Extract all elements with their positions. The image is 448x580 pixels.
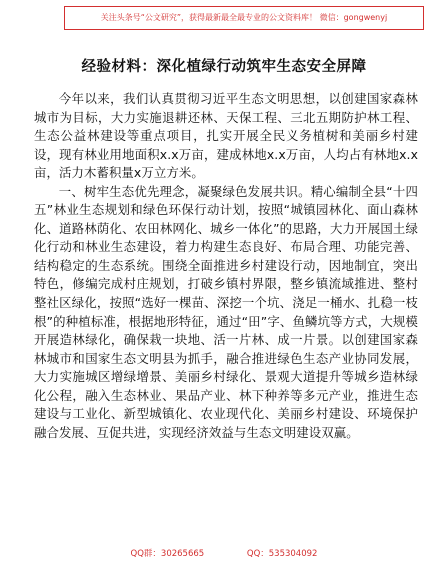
- footer-qq: QQ：535304092: [246, 549, 318, 559]
- page-footer: [0, 547, 448, 559]
- footer-qq-group: QQ群：30265665: [130, 549, 205, 559]
- paragraph-section-1: 一、树牢生态优先理念，凝聚绿色发展共识。精心编制全县“十四五”林业生态规划和绿色环保行动计划，按照“城镇园林化、面山森林化、道路林荫化、农田林网化、城乡一体化”的思路，大力开展国土绿化行动和林业生态建设，着力构建生态良好、布局合理、功能完善、结构稳定的生态系统。围绕全面推进乡村建设行动，因地制宜，突出特色，修编完成村庄规划，打破乡镇村界限，整乡镇流域推进、整村整社区绿化，按照“选好一棵苗、深挖一个坑、浇足一桶水、扎稳一枝根”的种植标准，根据地形特征，通过“田”字、鱼鳞坑等方式，大规模开展造林绿化，确保栽一块地、活一片林、成一片景。以创建国家森林城市和国家生态文明县为抓手，融合推进绿色生态产业协同发展，大力实施城区增绿增景、美丽乡村绿化、景观大道提升等城乡造林绿化公程，融入生态林业、果品产业、林下种养等多元产业，推进生态建设与工业化、新型城镇化、农业现代化、美丽乡村建设、环境保护融合发展、互促共进，实现经济效益与生态文明建设双赢。: [34, 183, 418, 440]
- document-body: [34, 90, 418, 442]
- document-title: 经验材料：深化植绿行动筑牢生态安全屏障: [81, 59, 367, 75]
- paragraph-intro: 今年以来，我们认真贯彻习近平生态文明思想，以创建国家森林城市为目标，大力实施退耕还林、天保工程、三北五期防护林工程、生态公益林建设等重点项目，扎实开展全民义务植树和美丽乡村建设，现有林业用地面积x.x万亩，建成林地x.x万亩，人均占有林地x.x亩，活力木蓄积量x万立方米。: [34, 91, 418, 181]
- header-banner: 关注头条号“公文研究”，获得最新最全最专业的公文资料库！ 微信：gongwenyj: [64, 6, 424, 30]
